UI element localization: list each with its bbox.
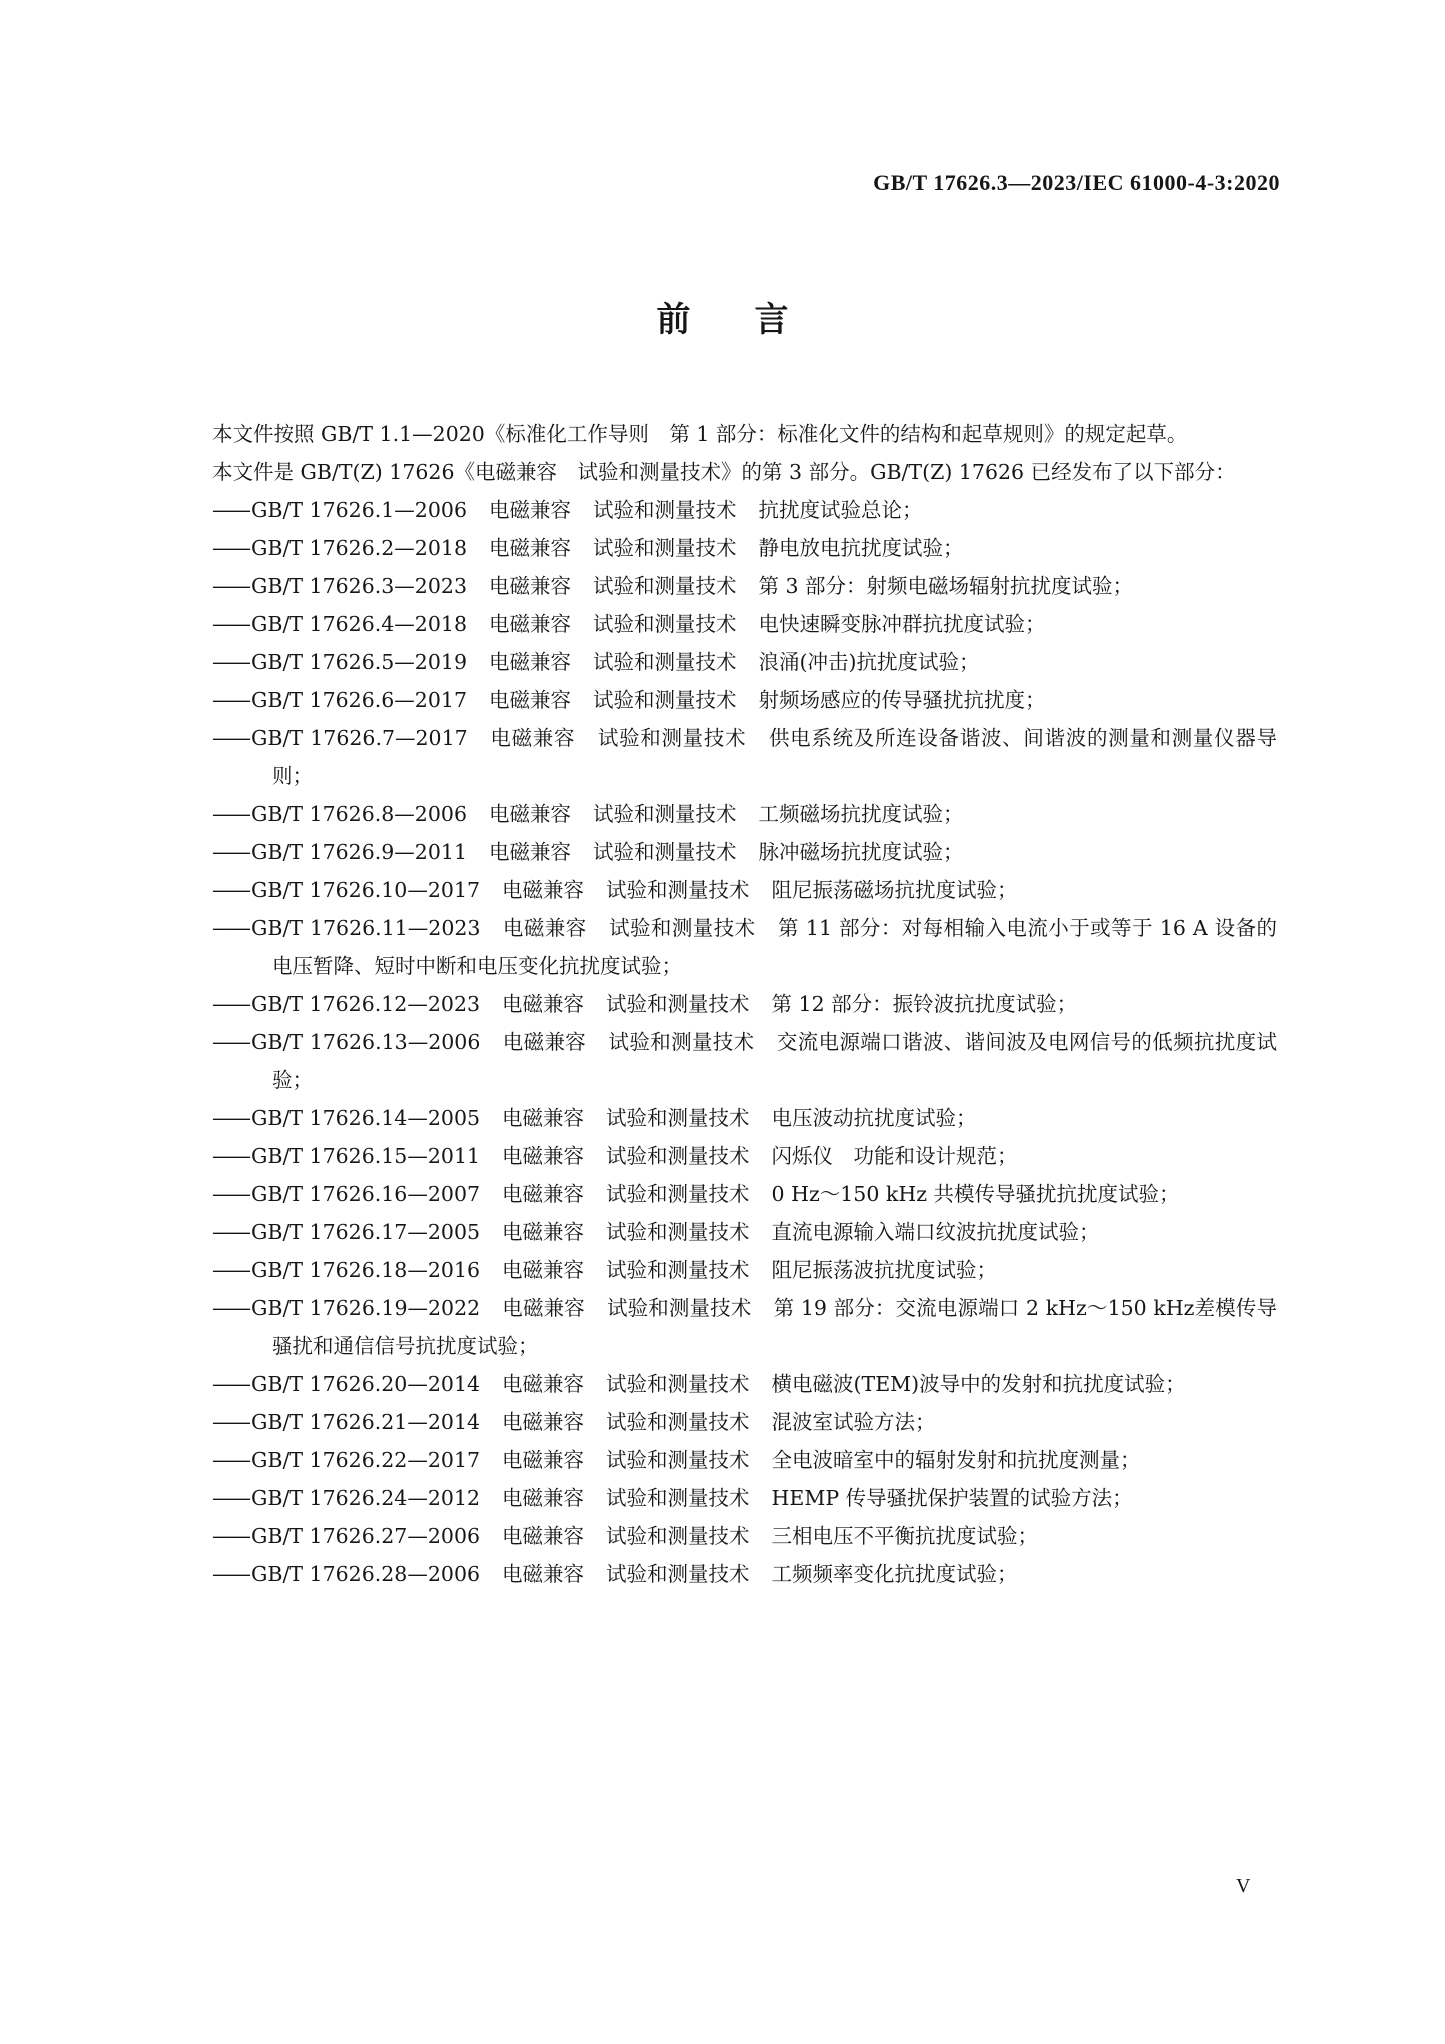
standard-code: GB/T 17626.19—2022 <box>251 1296 481 1320</box>
standard-code: GB/T 17626.13—2006 <box>251 1030 481 1054</box>
part-title: 浪涌(冲击)抗扰度试验； <box>758 650 980 674</box>
list-dash: —— <box>212 992 249 1016</box>
list-item <box>171 985 1277 1023</box>
series-name: 电磁兼容 <box>502 916 587 940</box>
list-dash: —— <box>212 1410 249 1434</box>
part-title: 第 12 部分：振铃波抗扰度试验； <box>771 992 1078 1016</box>
list-item <box>171 1441 1277 1479</box>
series-name: 电磁兼容 <box>488 650 571 674</box>
series-name: 电磁兼容 <box>502 1220 585 1244</box>
list-item <box>171 833 1277 871</box>
page-number: V <box>1236 1875 1251 1897</box>
standard-code: GB/T 17626.12—2023 <box>251 992 481 1016</box>
subseries-name: 试验和测量技术 <box>606 1106 750 1130</box>
subseries-name: 试验和测量技术 <box>597 726 747 750</box>
standard-code: GB/T 17626.6—2017 <box>251 688 467 712</box>
standard-code: GB/T 17626.24—2012 <box>251 1486 481 1510</box>
list-dash: —— <box>212 688 249 712</box>
standard-code: GB/T 17626.4—2018 <box>251 612 467 636</box>
part-title: 工频频率变化抗扰度试验； <box>771 1562 1018 1586</box>
list-dash: —— <box>212 536 249 560</box>
subseries-name: 试验和测量技术 <box>608 1030 755 1054</box>
list-dash: —— <box>212 650 249 674</box>
subseries-name: 试验和测量技术 <box>606 1372 750 1396</box>
document-body <box>171 415 1277 1593</box>
list-item <box>171 491 1277 529</box>
list-item <box>171 1251 1277 1289</box>
subseries-name: 试验和测量技术 <box>592 498 737 522</box>
list-dash: —— <box>212 916 249 940</box>
list-item <box>171 1213 1277 1251</box>
series-name: 电磁兼容 <box>488 688 571 712</box>
list-dash: —— <box>212 878 249 902</box>
subseries-name: 试验和测量技术 <box>606 1296 752 1320</box>
series-name: 电磁兼容 <box>488 840 571 864</box>
list-item <box>171 1555 1277 1593</box>
list-item <box>171 795 1277 833</box>
standard-code: GB/T 17626.18—2016 <box>251 1258 481 1282</box>
part-title: 第 11 部分：对每相输入电流小于或等于 16 A 设备的电压暂降、短时中断和电压变化抗扰度试验； <box>272 916 1278 978</box>
subseries-name: 试验和测量技术 <box>606 1182 750 1206</box>
series-name: 电磁兼容 <box>502 1524 585 1548</box>
list-item <box>171 1365 1277 1403</box>
standard-code-header: GB/T 17626.3—2023/IEC 61000-4-3:2020 <box>873 170 1280 195</box>
page-title: 前言 <box>656 300 853 340</box>
subseries-name: 试验和测量技术 <box>606 992 750 1016</box>
list-dash: —— <box>212 1106 249 1130</box>
list-item <box>171 1137 1277 1175</box>
list-dash: —— <box>212 1524 249 1548</box>
series-name: 电磁兼容 <box>502 1562 585 1586</box>
subseries-name: 试验和测量技术 <box>606 1562 750 1586</box>
list-item <box>171 719 1277 795</box>
series-name: 电磁兼容 <box>502 1106 585 1130</box>
part-title: 脉冲磁场抗扰度试验； <box>758 840 964 864</box>
standard-code: GB/T 17626.22—2017 <box>251 1448 481 1472</box>
list-item <box>171 681 1277 719</box>
subseries-name: 试验和测量技术 <box>608 916 756 940</box>
part-title: 电压波动抗扰度试验； <box>771 1106 977 1130</box>
list-item <box>171 1479 1277 1517</box>
list-dash: —— <box>212 802 249 826</box>
subseries-name: 试验和测量技术 <box>606 1410 750 1434</box>
part-title: HEMP 传导骚扰保护装置的试验方法； <box>771 1486 1133 1510</box>
subseries-name: 试验和测量技术 <box>606 1144 750 1168</box>
part-title: 三相电压不平衡抗扰度试验； <box>771 1524 1039 1548</box>
subseries-name: 试验和测量技术 <box>606 1486 750 1510</box>
series-name: 电磁兼容 <box>502 1448 585 1472</box>
part-title: 阻尼振荡波抗扰度试验； <box>771 1258 998 1282</box>
standard-code: GB/T 17626.2—2018 <box>251 536 467 560</box>
series-name: 电磁兼容 <box>502 1144 585 1168</box>
list-item <box>171 1517 1277 1555</box>
list-dash: —— <box>212 1220 249 1244</box>
series-name: 电磁兼容 <box>502 1410 585 1434</box>
subseries-name: 试验和测量技术 <box>592 802 737 826</box>
part-title: 全电波暗室中的辐射发射和抗扰度测量； <box>771 1448 1141 1472</box>
intro-paragraph-1: 本文件按照 GB/T 1.1—2020《标准化工作导则 第 1 部分：标准化文件的结构和起草规则》的规定起草。 <box>212 422 1188 446</box>
standard-code: GB/T 17626.17—2005 <box>251 1220 481 1244</box>
list-dash: —— <box>212 1144 249 1168</box>
standard-code: GB/T 17626.11—2023 <box>251 916 481 940</box>
part-title: 横电磁波(TEM)波导中的发射和抗扰度试验； <box>771 1372 1186 1396</box>
standard-code: GB/T 17626.20—2014 <box>251 1372 481 1396</box>
series-name: 电磁兼容 <box>489 726 576 750</box>
list-item <box>171 529 1277 567</box>
list-item <box>171 643 1277 681</box>
standard-code: GB/T 17626.21—2014 <box>251 1410 481 1434</box>
list-dash: —— <box>212 1030 249 1054</box>
subseries-name: 试验和测量技术 <box>592 536 737 560</box>
list-dash: —— <box>212 1258 249 1282</box>
part-title: 交流电源端口谐波、谐间波及电网信号的低频抗扰度试验； <box>272 1030 1278 1092</box>
subseries-name: 试验和测量技术 <box>592 612 737 636</box>
series-name: 电磁兼容 <box>502 1182 585 1206</box>
parts-list <box>171 491 1277 1593</box>
list-item <box>171 1175 1277 1213</box>
standard-code: GB/T 17626.1—2006 <box>251 498 467 522</box>
list-dash: —— <box>212 1562 249 1586</box>
part-title: 闪烁仪 功能和设计规范； <box>771 1144 1018 1168</box>
series-name: 电磁兼容 <box>502 1030 587 1054</box>
part-title: 工频磁场抗扰度试验； <box>758 802 964 826</box>
list-dash: —— <box>212 726 249 750</box>
series-name: 电磁兼容 <box>488 498 571 522</box>
subseries-name: 试验和测量技术 <box>592 650 737 674</box>
series-name: 电磁兼容 <box>502 1372 585 1396</box>
subseries-name: 试验和测量技术 <box>592 840 737 864</box>
subseries-name: 试验和测量技术 <box>606 1524 750 1548</box>
standard-code: GB/T 17626.9—2011 <box>251 840 467 864</box>
part-title: 0 Hz～150 kHz 共模传导骚扰抗扰度试验； <box>771 1182 1180 1206</box>
standard-code: GB/T 17626.8—2006 <box>251 802 467 826</box>
part-title: 静电放电抗扰度试验； <box>758 536 964 560</box>
list-dash: —— <box>212 1182 249 1206</box>
standard-code: GB/T 17626.7—2017 <box>251 726 468 750</box>
part-title: 射频场感应的传导骚扰抗扰度； <box>758 688 1046 712</box>
part-title: 电快速瞬变脉冲群抗扰度试验； <box>758 612 1046 636</box>
series-name: 电磁兼容 <box>488 536 571 560</box>
series-name: 电磁兼容 <box>502 1296 585 1320</box>
list-dash: —— <box>212 1486 249 1510</box>
list-dash: —— <box>212 1296 249 1320</box>
list-dash: —— <box>212 498 249 522</box>
list-item <box>171 1403 1277 1441</box>
subseries-name: 试验和测量技术 <box>606 1448 750 1472</box>
list-dash: —— <box>212 574 249 598</box>
series-name: 电磁兼容 <box>488 802 571 826</box>
list-item <box>171 567 1277 605</box>
part-title: 供电系统及所连设备谐波、间谐波的测量和测量仪器导则； <box>272 726 1278 788</box>
subseries-name: 试验和测量技术 <box>592 688 737 712</box>
list-dash: —— <box>212 1372 249 1396</box>
series-name: 电磁兼容 <box>502 992 585 1016</box>
series-name: 电磁兼容 <box>488 574 571 598</box>
subseries-name: 试验和测量技术 <box>592 574 737 598</box>
list-item <box>171 909 1277 985</box>
list-item <box>171 871 1277 909</box>
part-title: 第 19 部分：交流电源端口 2 kHz～150 kHz差模传导骚扰和通信信号抗扰度试验； <box>272 1296 1277 1358</box>
part-title: 阻尼振荡磁场抗扰度试验； <box>771 878 1018 902</box>
subseries-name: 试验和测量技术 <box>606 878 750 902</box>
list-dash: —— <box>212 612 249 636</box>
part-title: 抗扰度试验总论； <box>758 498 923 522</box>
subseries-name: 试验和测量技术 <box>606 1220 750 1244</box>
standard-code: GB/T 17626.16—2007 <box>251 1182 481 1206</box>
series-name: 电磁兼容 <box>502 1486 585 1510</box>
intro-paragraph-2: 本文件是 GB/T(Z) 17626《电磁兼容 试验和测量技术》的第 3 部分。GB/T(Z) 17626 已经发布了以下部分： <box>212 460 1236 484</box>
standard-code: GB/T 17626.15—2011 <box>251 1144 481 1168</box>
series-name: 电磁兼容 <box>502 1258 585 1282</box>
part-title: 混波室试验方法； <box>771 1410 936 1434</box>
list-item <box>171 1099 1277 1137</box>
standard-code: GB/T 17626.28—2006 <box>251 1562 481 1586</box>
series-name: 电磁兼容 <box>488 612 571 636</box>
standard-code: GB/T 17626.3—2023 <box>251 574 467 598</box>
list-item <box>171 605 1277 643</box>
list-item <box>171 1289 1277 1365</box>
part-title: 直流电源输入端口纹波抗扰度试验； <box>771 1220 1100 1244</box>
part-title: 第 3 部分：射频电磁场辐射抗扰度试验； <box>758 574 1134 598</box>
standard-code: GB/T 17626.5—2019 <box>251 650 467 674</box>
standard-code: GB/T 17626.27—2006 <box>251 1524 481 1548</box>
list-dash: —— <box>212 840 249 864</box>
list-dash: —— <box>212 1448 249 1472</box>
series-name: 电磁兼容 <box>502 878 585 902</box>
subseries-name: 试验和测量技术 <box>606 1258 750 1282</box>
standard-code: GB/T 17626.10—2017 <box>251 878 481 902</box>
standard-code: GB/T 17626.14—2005 <box>251 1106 481 1130</box>
list-item <box>171 1023 1277 1099</box>
